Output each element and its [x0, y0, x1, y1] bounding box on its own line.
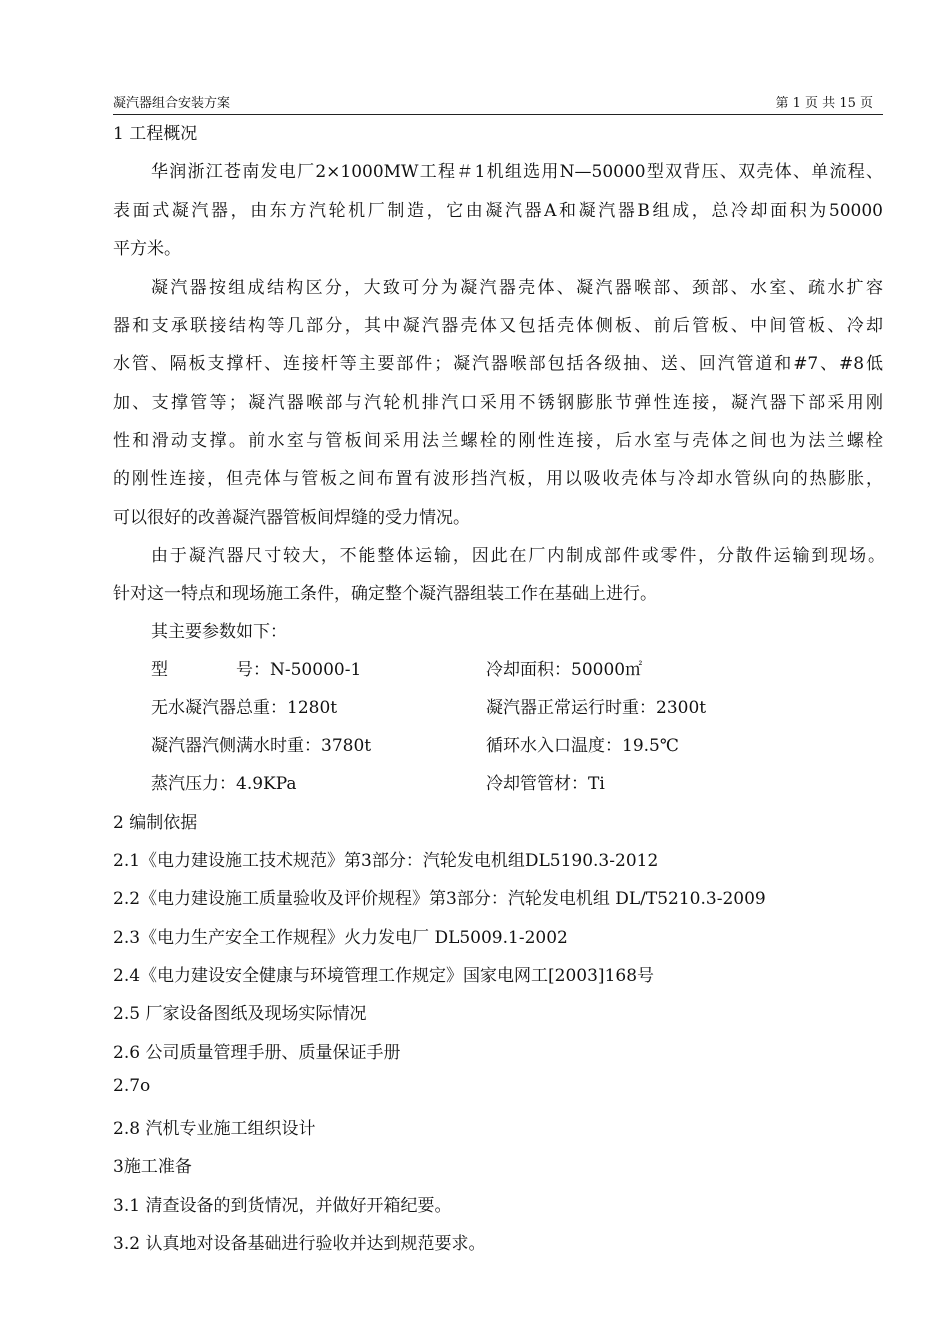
document-title: 凝汽器组合安装方案 — [113, 96, 231, 111]
list-item: 2.1《电力建设施工技术规范》第3部分：汽轮发电机组DL5190.3-2012 — [113, 851, 659, 871]
paragraph-2-line-2: 器和支承联接结构等几部分，其中凝汽器壳体又包括壳体侧板、前后管板、中间管板、冷却 — [113, 316, 883, 336]
paragraph-1-line-3: 平方米。 — [113, 239, 181, 259]
param-operating-weight: 凝汽器正常运行时重：2300t — [486, 698, 707, 718]
param-row — [113, 658, 888, 682]
paragraph-2-line-7: 可以很好的改善凝汽器管板间焊缝的受力情况。 — [113, 508, 470, 528]
list-item: 3.2 认真地对设备基础进行验收并达到规范要求。 — [113, 1234, 486, 1254]
param-inlet-temperature: 循环水入口温度：19.5℃ — [486, 736, 679, 756]
section-1-heading: 1 工程概况 — [113, 124, 198, 144]
param-tube-material: 冷却管管材：Ti — [486, 774, 605, 794]
section-3-heading: 3施工准备 — [113, 1157, 192, 1177]
param-row — [113, 772, 888, 796]
list-item: 3.1 清查设备的到货情况，并做好开箱纪要。 — [113, 1196, 452, 1216]
paragraph-2-line-6: 的刚性连接，但壳体与管板之间布置有波形挡汽板，用以吸收壳体与冷却水管纵向的热膨胀， — [113, 469, 883, 489]
paragraph-2-line-3: 水管、隔板支撑杆、连接杆等主要部件；凝汽器喉部包括各级抽、送、回汽管道和#7、#8低 — [113, 354, 883, 374]
param-row — [113, 696, 888, 720]
params-intro: 其主要参数如下： — [151, 622, 287, 642]
paragraph-2-line-4: 加、支撑管等；凝汽器喉部与汽轮机排汽口采用不锈钢膨胀节弹性连接，凝汽器下部采用刚 — [113, 393, 883, 413]
list-item: 2.4《电力建设安全健康与环境管理工作规定》国家电网工[2003]168号 — [113, 966, 655, 986]
paragraph-2-line-5: 性和滑动支撑。前水室与管板间采用法兰螺栓的刚性连接，后水室与壳体之间也为法兰螺栓 — [113, 431, 883, 451]
list-item: 2.5 厂家设备图纸及现场实际情况 — [113, 1004, 367, 1024]
page-number: 第 1 页 共 15 页 — [775, 96, 873, 111]
paragraph-3-line-1: 由于凝汽器尺寸较大，不能整体运输，因此在厂内制成部件或零件，分散件运输到现场。 — [151, 546, 885, 566]
param-steam-pressure: 蒸汽压力：4.9KPa — [151, 774, 297, 794]
list-item: 2.7o — [113, 1076, 151, 1096]
list-item: 2.8 汽机专业施工组织设计 — [113, 1119, 316, 1139]
section-2-heading: 2 编制依据 — [113, 813, 198, 833]
paragraph-1-line-1: 华润浙江苍南发电厂2×1000MW工程＃1机组选用N—50000型双背压、双壳体、单流程、 — [151, 162, 883, 182]
list-item: 2.6 公司质量管理手册、质量保证手册 — [113, 1043, 401, 1063]
paragraph-3-line-2: 针对这一特点和现场施工条件，确定整个凝汽器组装工作在基础上进行。 — [113, 584, 657, 604]
param-model: 型 号：N-50000-1 — [151, 660, 362, 680]
param-cooling-area: 冷却面积：50000㎡ — [486, 660, 643, 680]
param-dry-weight: 无水凝汽器总重：1280t — [151, 698, 338, 718]
param-flooded-weight: 凝汽器汽侧满水时重：3780t — [151, 736, 372, 756]
list-item: 2.2《电力建设施工质量验收及评价规程》第3部分：汽轮发电机组 DL/T5210.3-2009 — [113, 889, 766, 909]
paragraph-1-line-2: 表面式凝汽器，由东方汽轮机厂制造，它由凝汽器A和凝汽器B组成，总冷却面积为50000 — [113, 201, 883, 221]
list-item: 2.3《电力生产安全工作规程》火力发电厂 DL5009.1-2002 — [113, 928, 568, 948]
page-header — [113, 92, 883, 115]
param-row — [113, 734, 888, 758]
paragraph-2-line-1: 凝汽器按组成结构区分，大致可分为凝汽器壳体、凝汽器喉部、颈部、水室、疏水扩容 — [151, 278, 883, 298]
